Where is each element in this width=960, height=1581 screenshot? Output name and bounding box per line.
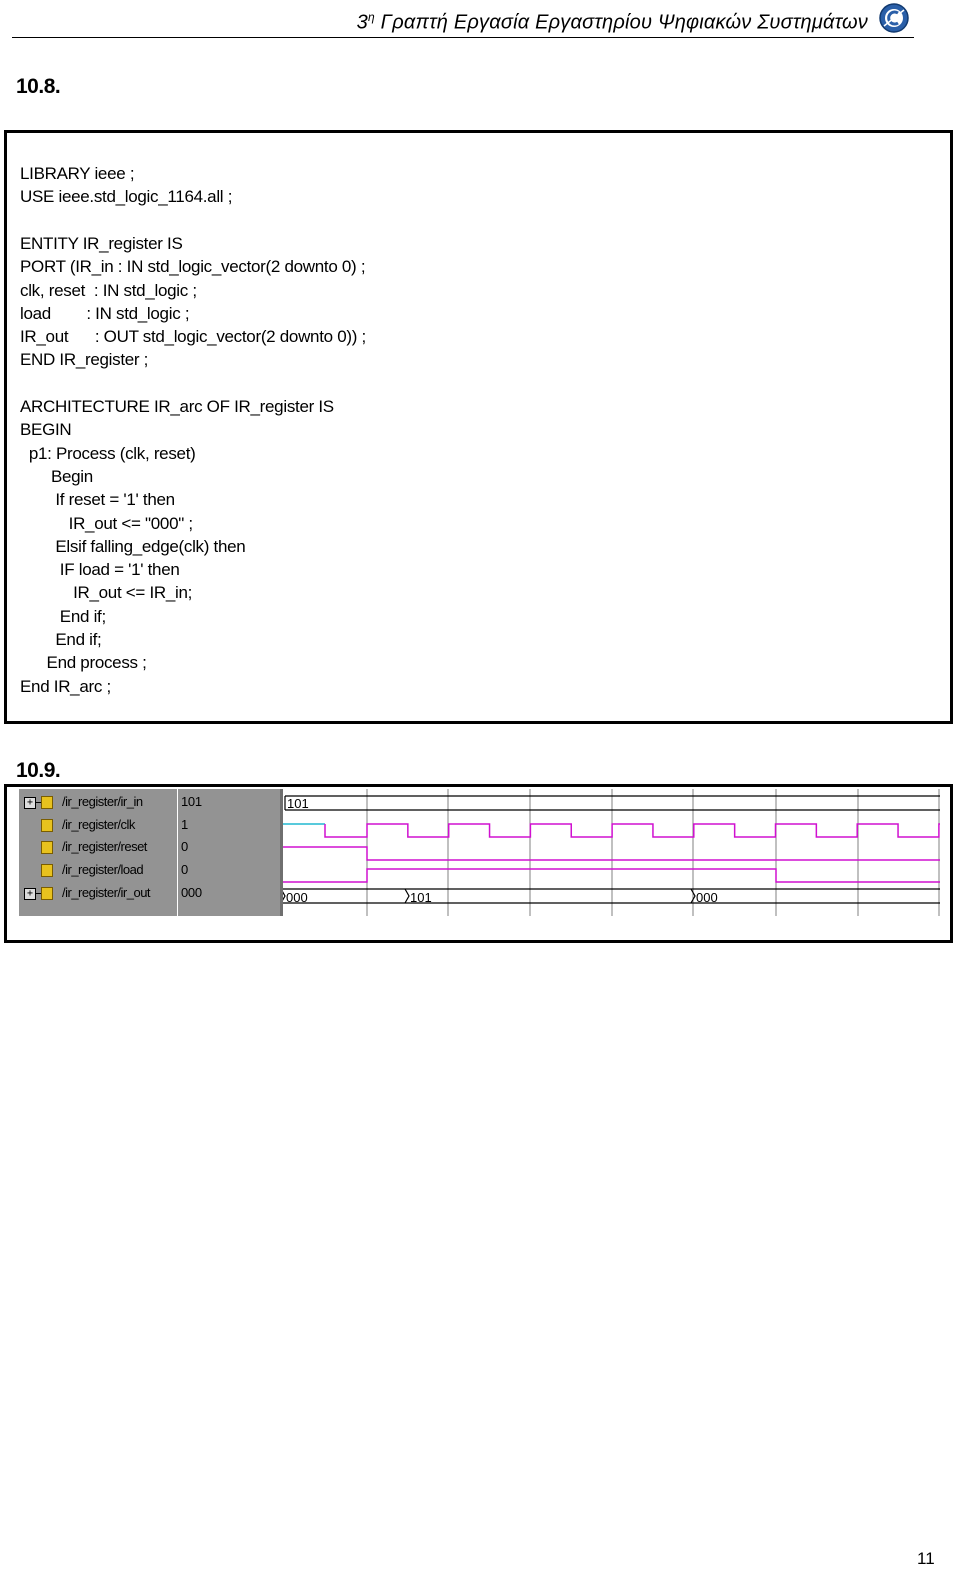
signal-row[interactable] xyxy=(19,860,279,882)
code-line: ARCHITECTURE IR_arc OF IR_register IS xyxy=(20,397,334,416)
signal-value: 0 xyxy=(181,839,188,854)
bus-label: 101 xyxy=(287,796,309,811)
clk-waveform xyxy=(325,824,940,837)
bus-label: 000 xyxy=(286,890,308,905)
code-line: ENTITY IR_register IS xyxy=(20,233,183,253)
code-line: End if; xyxy=(20,630,102,649)
bus-label: 101 xyxy=(410,890,432,905)
code-line: IR_out <= IR_in; xyxy=(20,583,193,603)
code-line: PORT (IR_in : IN std_logic_vector(2 downto 0) ; xyxy=(20,257,366,277)
page-number: 11 xyxy=(917,1549,935,1568)
signal-name: /ir_register/reset xyxy=(62,839,147,854)
signal-row[interactable] xyxy=(19,792,279,814)
bus-transition xyxy=(283,889,285,903)
signal-icon xyxy=(41,819,53,832)
section-heading-10-9: 10.9. xyxy=(16,759,61,782)
waveform-box xyxy=(4,784,953,943)
code-line: load : IN std_logic ; xyxy=(20,303,190,323)
code-line: USE ieee.std_logic_1164.all ; xyxy=(20,187,233,207)
bus-label: 000 xyxy=(696,890,718,905)
signal-icon xyxy=(41,887,53,900)
waveform-viewer xyxy=(19,789,940,916)
signal-row[interactable] xyxy=(19,883,279,905)
signal-row[interactable] xyxy=(19,815,279,837)
page-header-title: $3^\eta$ Γραπτή Εργασία Εργαστηρίου Ψηφιακών Συστημάτων xyxy=(356,10,868,34)
bus-transition xyxy=(405,889,409,903)
university-logo-icon xyxy=(878,2,910,34)
signal-icon xyxy=(41,841,53,854)
signal-value: 1 xyxy=(181,817,188,832)
signal-icon xyxy=(41,796,53,809)
signal-row[interactable] xyxy=(19,837,279,859)
code-line: End process ; xyxy=(20,653,147,673)
signal-value: 101 xyxy=(181,794,202,809)
code-line: p1: Process (clk, reset) xyxy=(20,443,196,463)
code-line: BEGIN xyxy=(20,420,72,440)
signal-value: 000 xyxy=(181,885,202,900)
code-line: END IR_register ; xyxy=(20,350,149,370)
signal-icon xyxy=(41,864,53,877)
code-line: IR_out : OUT std_logic_vector(2 downto 0)) ; xyxy=(20,327,366,347)
code-line: Begin xyxy=(20,466,93,486)
signal-name: /ir_register/clk xyxy=(62,817,135,832)
signal-value: 0 xyxy=(181,862,188,877)
code-line: End IR_arc ; xyxy=(20,676,111,696)
vhdl-code-box xyxy=(4,130,953,724)
section-heading-10-8: 10.8. xyxy=(16,75,61,98)
code-line: clk, reset : IN std_logic ; xyxy=(20,280,197,300)
code-line: LIBRARY ieee ; xyxy=(20,164,135,183)
expand-icon[interactable]: + xyxy=(24,888,36,900)
expand-icon[interactable]: + xyxy=(24,797,36,809)
signal-name: /ir_register/load xyxy=(62,862,144,877)
code-line: If reset = '1' then xyxy=(20,490,175,510)
waveform-plot xyxy=(283,789,940,916)
code-line: Elsif falling_edge(clk) then xyxy=(20,536,246,556)
code-line: IF load = '1' then xyxy=(20,560,180,580)
signal-name: /ir_register/ir_in xyxy=(62,794,143,809)
code-line: IR_out <= "000" ; xyxy=(20,513,193,533)
code-line: End if; xyxy=(20,606,106,626)
header-divider xyxy=(12,37,914,38)
signal-name: /ir_register/ir_out xyxy=(62,885,151,900)
